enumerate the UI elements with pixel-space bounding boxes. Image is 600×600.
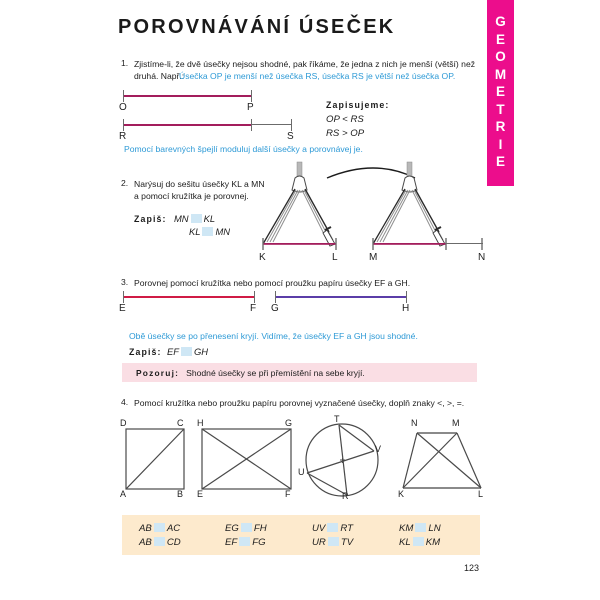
zapis-left: EF xyxy=(167,346,179,357)
exercise-number-3: 3. xyxy=(121,277,129,287)
page-title: POROVNÁVÁNÍ ÚSEČEK xyxy=(118,16,396,38)
exercise-1-line2-black: druhá. Např.: xyxy=(134,71,185,81)
answer-blank[interactable] xyxy=(328,537,339,546)
point-label-k: K xyxy=(259,252,266,263)
exercise-3-text: Porovnej pomocí kružítka nebo pomocí proužku papíru úsečky EF a GH. xyxy=(134,278,411,288)
point-label-b: B xyxy=(177,489,184,499)
answer-right: FG xyxy=(252,537,266,548)
pozoruj-text: Shodné úsečky se při přemístění na sebe kryjí. xyxy=(186,367,365,378)
answer-row-2-col-2 xyxy=(225,537,266,548)
side-nk xyxy=(403,433,417,488)
tick-e xyxy=(123,291,124,303)
answer-box xyxy=(122,515,480,555)
zapis-right: MN xyxy=(215,226,231,237)
answer-blank[interactable] xyxy=(202,227,213,236)
segment-gh xyxy=(276,296,407,298)
exercise-number-4: 4. xyxy=(121,397,129,407)
exercise-3-zapis-label: Zapiš: xyxy=(129,347,162,357)
segment-rs-extension xyxy=(252,124,292,125)
point-label-u: U xyxy=(298,467,305,477)
point-label-f: F xyxy=(250,303,257,314)
tab-letter: R xyxy=(495,119,506,134)
tab-letter: O xyxy=(495,49,506,64)
point-label-l: L xyxy=(332,252,338,263)
answer-right: LN xyxy=(428,523,441,534)
chord-vu xyxy=(307,451,374,473)
point-label-n: N xyxy=(411,418,418,428)
answer-blank[interactable] xyxy=(154,523,165,532)
answer-row-2-col-1 xyxy=(139,537,181,548)
exercise-2-zapis-row-1 xyxy=(174,213,215,224)
point-label-l: L xyxy=(478,489,484,499)
tab-letter: M xyxy=(494,66,507,82)
point-label-e: E xyxy=(119,303,126,314)
answer-row-1-col-2 xyxy=(225,523,267,534)
answer-blank[interactable] xyxy=(327,523,338,532)
point-label-f: F xyxy=(285,489,291,499)
tick-mid-rs xyxy=(251,119,252,131)
exercise-2-line2: a pomocí kružítka je porovnej. xyxy=(134,191,249,201)
compass-right xyxy=(373,162,483,250)
answer-row-1-col-1 xyxy=(139,523,180,534)
figure-trapezoid-klmn xyxy=(398,420,493,500)
chord-ur xyxy=(307,473,347,495)
answer-blank[interactable] xyxy=(191,214,202,223)
answer-left: AB xyxy=(139,523,152,534)
answer-blank[interactable] xyxy=(415,523,426,532)
zapis-left: KL xyxy=(189,226,201,237)
side-ml xyxy=(457,433,481,488)
answer-left: KL xyxy=(399,537,411,548)
tab-letter: G xyxy=(495,14,506,29)
answer-right: KM xyxy=(425,537,441,548)
segment-rs-part1 xyxy=(124,124,252,126)
tab-letter: E xyxy=(495,154,505,169)
answer-left: KM xyxy=(399,523,414,534)
answer-left: EF xyxy=(225,537,238,548)
point-label-c: C xyxy=(177,418,184,428)
tab-letter: I xyxy=(498,136,503,152)
point-label-r: R xyxy=(119,131,127,142)
relation-rs-gt-op: RS > OP xyxy=(326,128,365,139)
transfer-arrow-path xyxy=(327,168,415,178)
tick-g xyxy=(275,291,276,303)
segment-op xyxy=(124,95,252,97)
exercise-number-1: 1. xyxy=(121,58,129,68)
point-label-h: H xyxy=(402,303,410,314)
tick-s xyxy=(291,119,292,131)
compass-left xyxy=(263,162,336,250)
point-label-p: P xyxy=(247,102,254,113)
segment-ef xyxy=(124,296,255,298)
point-label-m: M xyxy=(369,252,378,263)
point-label-g: G xyxy=(285,418,293,428)
tick-o xyxy=(123,90,124,102)
answer-right: RT xyxy=(340,523,353,534)
exercise-2-line1: Narýsuj do sešitu úsečky KL a MN xyxy=(134,179,265,189)
point-label-v: V xyxy=(375,444,382,454)
zapis-right: GH xyxy=(193,346,209,357)
chord-tv xyxy=(339,425,374,451)
point-label-m: M xyxy=(452,418,460,428)
zapis-right: KL xyxy=(203,213,216,224)
answer-right: FH xyxy=(253,523,267,534)
zapisujeme-label: Zapisujeme: xyxy=(326,100,390,110)
answer-blank[interactable] xyxy=(241,523,252,532)
tab-letter: T xyxy=(496,101,505,117)
exercise-1-line2-blue: Úsečka OP je menší než úsečka RS, úsečka RS je větší než úsečka OP. xyxy=(179,71,456,81)
tick-h xyxy=(406,291,407,303)
answer-left: EG xyxy=(225,523,239,534)
point-label-k: K xyxy=(398,489,405,499)
page-number: 123 xyxy=(464,563,480,573)
pozoruj-banner xyxy=(122,363,477,382)
point-label-g: G xyxy=(271,303,279,314)
chapter-tab-geometrie xyxy=(487,0,514,186)
figure-square-abcd xyxy=(118,420,198,500)
point-label-o: O xyxy=(119,102,127,113)
point-label-r: R xyxy=(342,491,349,501)
point-label-d: D xyxy=(120,418,127,428)
answer-right: TV xyxy=(340,537,354,548)
exercise-3-note: Obě úsečky se po přenesení kryjí. Vidíme, že úsečky EF a GH jsou shodné. xyxy=(129,331,418,341)
answer-row-2-col-4 xyxy=(399,537,440,548)
exercise-1-line1: Zjistíme-li, že dvě úsečky nejsou shodné, pak říkáme, že jedna z nich je menší (větší) než xyxy=(134,59,476,69)
pozoruj-label: Pozoruj: xyxy=(136,367,180,378)
exercise-number-2: 2. xyxy=(121,178,129,188)
exercise-2-zapis-row-2 xyxy=(189,226,230,237)
relation-op-lt-rs: OP < RS xyxy=(326,114,364,125)
point-label-e: E xyxy=(197,489,204,499)
zapis-left: MN xyxy=(174,213,189,224)
diagonal-ac xyxy=(126,429,184,489)
answer-left: UV xyxy=(312,523,326,534)
tick-p xyxy=(251,90,252,102)
tick-f xyxy=(254,291,255,303)
answer-left: AB xyxy=(139,537,152,548)
exercise-4-text: Pomocí kružítka nebo proužku papíru porovnej vyznačené úsečky, doplň znaky <, >, =. xyxy=(134,398,465,408)
answer-left: UR xyxy=(312,537,326,548)
answer-blank[interactable] xyxy=(181,347,192,356)
exercise-1-note: Pomocí barevných špejlí moduluj další úsečky a porovnávej je. xyxy=(124,144,363,154)
point-label-s: S xyxy=(287,131,294,142)
exercise-3-zapis-row xyxy=(167,346,208,357)
answer-row-1-col-3 xyxy=(312,523,353,534)
tab-letter: E xyxy=(495,84,505,99)
point-label-t: T xyxy=(334,414,340,424)
answer-right: CD xyxy=(166,537,181,548)
point-label-n: N xyxy=(478,252,486,263)
answer-row-2-col-3 xyxy=(312,537,353,548)
tab-letter: E xyxy=(495,31,505,47)
answer-row-1-col-4 xyxy=(399,523,441,534)
figure-rectangle-efgh xyxy=(196,420,306,500)
answer-blank[interactable] xyxy=(239,537,250,546)
point-label-h: H xyxy=(197,418,204,428)
answer-right: AC xyxy=(166,523,181,534)
tick-r xyxy=(123,119,124,131)
answer-blank[interactable] xyxy=(413,537,424,546)
exercise-2-zapis-label: Zapiš: xyxy=(134,214,167,224)
point-label-a: A xyxy=(120,489,127,499)
answer-blank[interactable] xyxy=(154,537,165,546)
